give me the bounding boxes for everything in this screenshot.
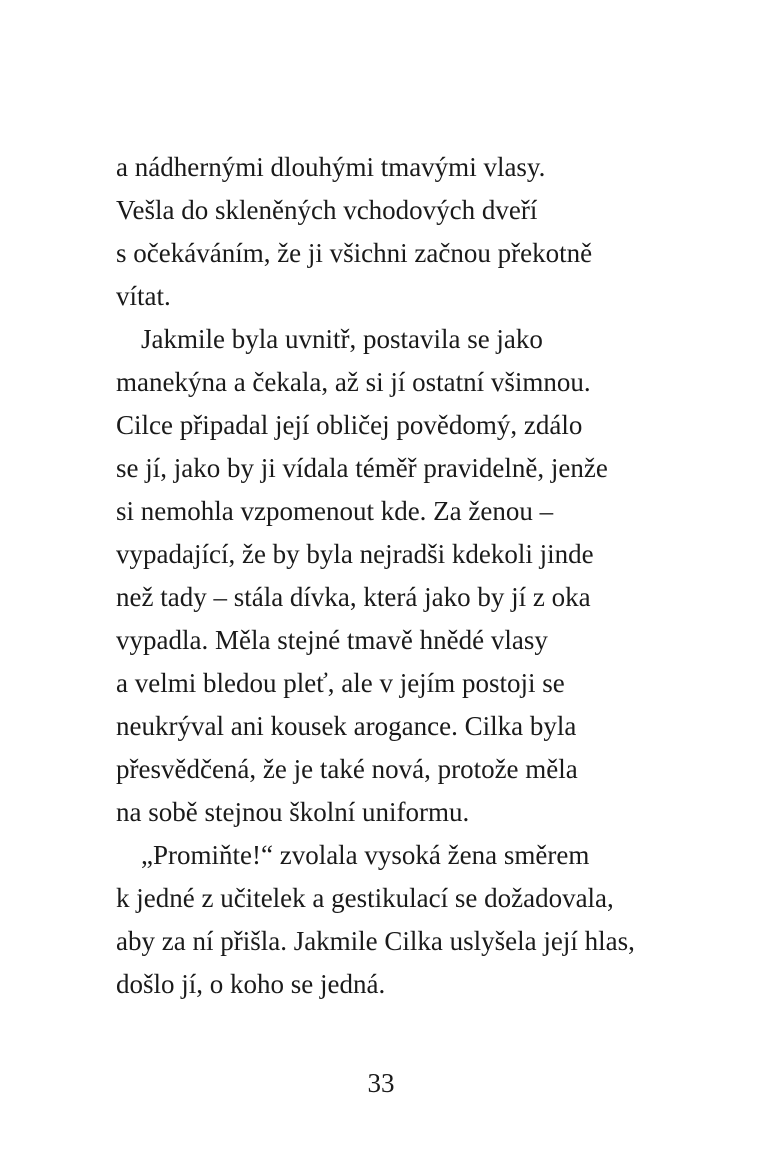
page-number: 33 bbox=[367, 1068, 395, 1098]
text-line: se jí, jako by ji vídala téměř pravidelně, jenže bbox=[116, 453, 608, 483]
text-line: přesvědčená, že je také nová, protože měla bbox=[116, 754, 578, 784]
text-line: na sobě stejnou školní uniformu. bbox=[116, 797, 470, 827]
text-line: vítat. bbox=[116, 281, 171, 311]
text-line: Vešla do skleněných vchodových dveří bbox=[116, 195, 538, 225]
text-line: neukrýval ani kousek arogance. Cilka byla bbox=[116, 711, 577, 741]
text-line: a nádhernými dlouhými tmavými vlasy. bbox=[116, 152, 546, 182]
text-line: vypadající, že by byla nejradši kdekoli jinde bbox=[116, 539, 594, 569]
paragraph bbox=[116, 318, 696, 834]
text-line: vypadla. Měla stejné tmavě hnědé vlasy bbox=[116, 625, 548, 655]
text-line: „Promiňte!“ zvolala vysoká žena směrem bbox=[141, 840, 590, 870]
text-line: došlo jí, o koho se jedná. bbox=[116, 969, 386, 999]
text-line: manekýna a čekala, až si jí ostatní všimnou. bbox=[116, 367, 591, 397]
text-line: si nemohla vzpomenout kde. Za ženou – bbox=[116, 496, 554, 526]
text-line: než tady – stála dívka, která jako by jí z oka bbox=[116, 582, 591, 612]
text-line: k jedné z učitelek a gestikulací se dožadovala, bbox=[116, 883, 614, 913]
page-text bbox=[116, 146, 696, 1006]
text-line: aby za ní přišla. Jakmile Cilka uslyšela její hlas, bbox=[116, 926, 635, 956]
text-line: s očekáváním, že ji všichni začnou překotně bbox=[116, 238, 593, 268]
text-line: Cilce připadal její obličej povědomý, zdálo bbox=[116, 410, 583, 440]
paragraph bbox=[116, 834, 696, 1006]
paragraph bbox=[116, 146, 696, 318]
text-line: Jakmile byla uvnitř, postavila se jako bbox=[141, 324, 543, 354]
text-line: a velmi bledou pleť, ale v jejím postoji se bbox=[116, 668, 565, 698]
